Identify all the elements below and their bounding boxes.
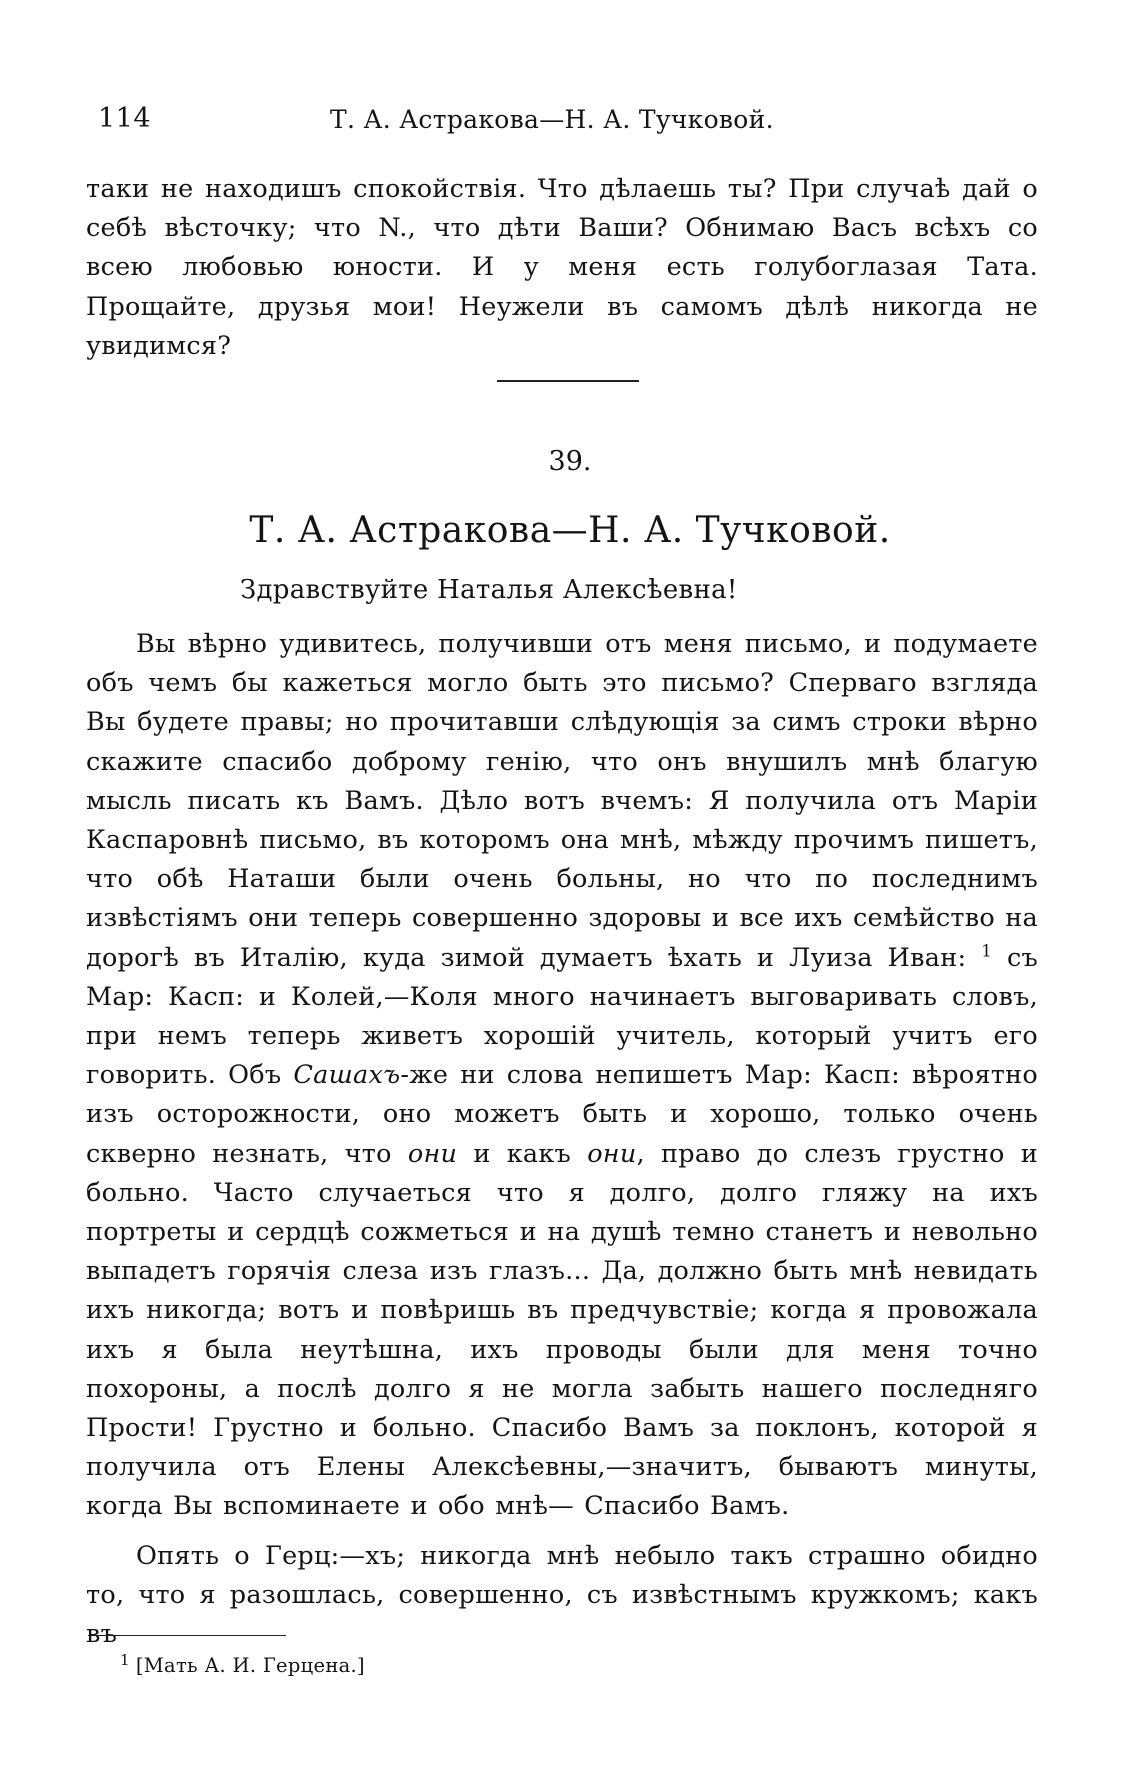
running-head: Т. А. Астракова—Н. А. Тучковой. [330,105,774,134]
previous-letter-paragraph: таки не находишъ спокойствія. Что дѣлаешь ты? При случаѣ дай о себѣ вѣсточку; что N., что дѣти Ваши? Обнимаю Васъ всѣхъ со всею любовью юности. И у меня есть голубоглазая Тата. Прощайте, друзья мои! Неужели въ самомъ дѣлѣ никогда не увидимся? [86,174,1038,361]
page-header [98,103,1028,143]
letter-paragraph-1 [86,625,1038,1527]
footnote-reference: 1 [981,941,993,961]
letter-body [86,625,1038,1654]
letter-salutation: Здравствуйте Наталья Алексѣевна! [240,575,738,605]
letter-number: 39. [548,446,592,477]
emphasis-sashakh: Сашахъ [293,1060,401,1091]
paragraph-1-part-1: Вы вѣрно удивитесь, получивши отъ меня письмо, и подумаете объ чемъ бы кажеться могло быть это письмо? Сперваго взгляда Вы будете правы; но прочитавши слѣдующія за симъ строки вѣрно скажите спасибо доброму генію, что онъ внушилъ мнѣ благую мысль писать къ Вамъ. Дѣло вотъ вчемъ: Я получила отъ Маріи Каспаровнѣ письмо, въ которомъ она мнѣ, мѣжду прочимъ пишетъ, что обѣ Наташи были очень больны, но что по последнимъ извѣстіямъ они теперь совершенно здоровы и все ихъ семѣйство на дорогѣ въ Италію, куда зимой думаетъ ѣхать и Луиза Иван: [86,629,1038,973]
paragraph-1-part-4: и какъ [457,1138,588,1169]
section-divider [497,380,639,382]
paragraph-1-part-5: , право до слезъ грустно и больно. Часто случаеться что я долго, долго гляжу на ихъ портреты и сердцѣ сожметься и на душѣ темно станетъ и невольно выпадетъ горячія слеза изъ глазъ... Да, должно быть мнѣ невидать ихъ никогда; вотъ и повѣришь въ предчувствіе; когда я провожала ихъ я была неутѣшна, ихъ проводы были для меня точно похороны, а послѣ долго я не могла забыть нашего последняго Прости! Грустно и больно. Спасибо Вамъ за поклонъ, которой я получила отъ Елены Алексѣевны,—значитъ, бываютъ минуты, когда Вы вспоминаете и обо мнѣ— Спасибо Вамъ. [86,1138,1038,1522]
letter-title: Т. А. Астракова—Н. А. Тучковой. [249,510,891,551]
footnote-rule [88,1635,286,1636]
letter-paragraph-2: Опять о Герц:—хъ; никогда мнѣ небыло такъ страшно обидно то, что я разошлась, совершенно, съ извѣстнымъ кружкомъ; какъ въ [86,1540,1038,1650]
page-number: 114 [98,103,152,134]
emphasis-oni-1: они [407,1138,458,1169]
emphasis-oni-2: они [587,1138,637,1169]
footnote-text: [Мать А. И. Герцена.] [135,1654,365,1677]
paragraph-1-part-2: съ Мар: Касп: и Колей,—Коля много начинаетъ выговаривать словъ, при немъ теперь живетъ хорошій учитель, который учитъ его говорить. Объ [86,942,1038,1091]
paragraph-1-part-3: -же ни слова непишетъ Мар: Касп: вѣроятно изъ осторожности, оно можетъ быть и хорошо, только очень скверно незнать, что [86,1060,1038,1169]
footnote-marker: 1 [120,1650,130,1669]
previous-letter-ending [86,170,1038,366]
footnote [120,1650,365,1677]
